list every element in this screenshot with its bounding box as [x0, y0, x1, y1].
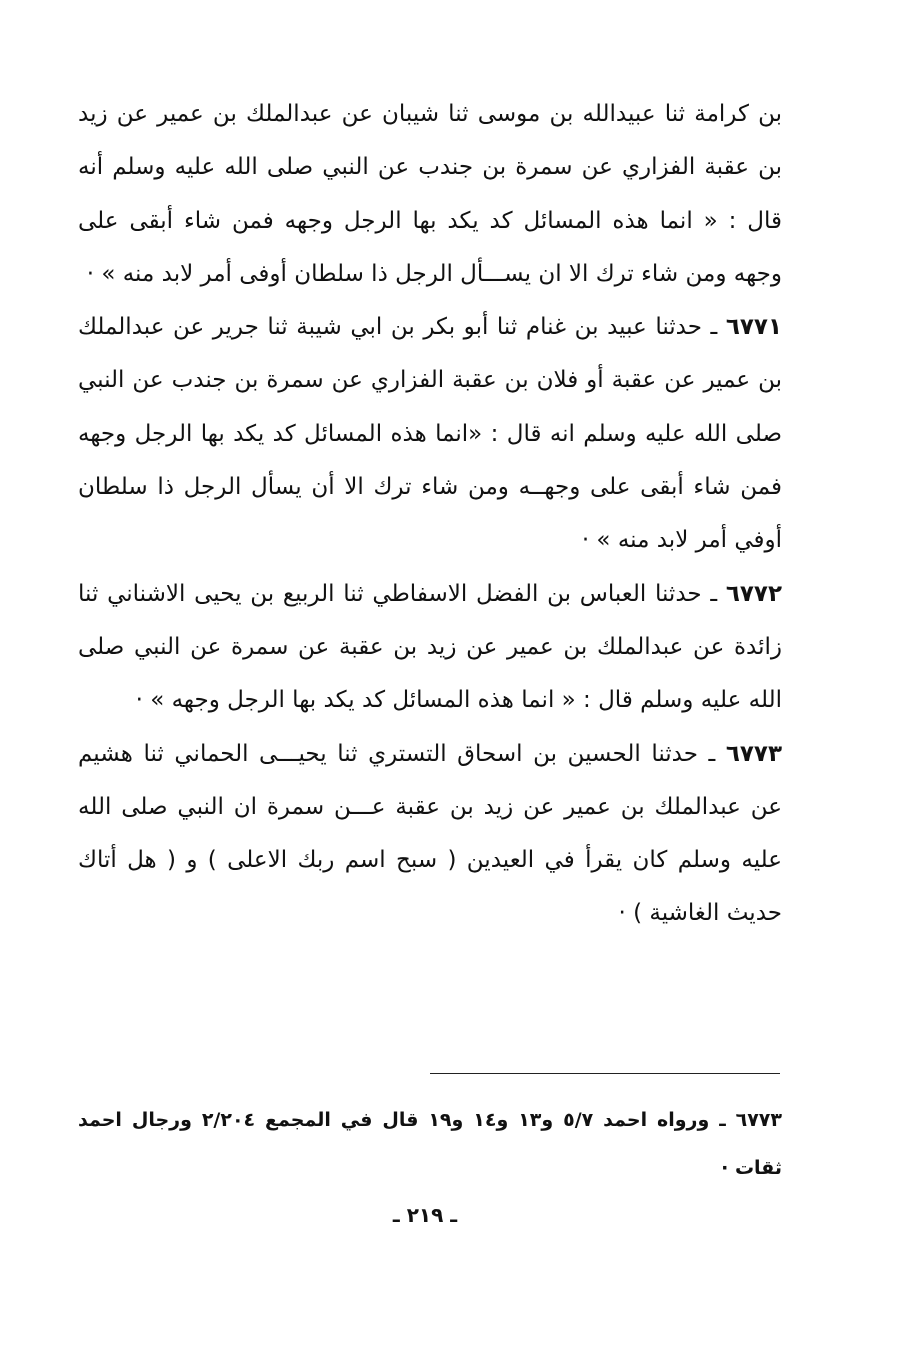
footnote: ٦٧٧٣ ـ ورواه احمد ٥/٧ و١٣ و١٤ و١٩ قال في المجمع ٢/٢٠٤ ورجال احمد ثقات · [78, 1109, 782, 1179]
continuation-paragraph: بن كرامة ثنا عبيدالله بن موسى ثنا شيبان عن عبدالملك بن عمير عن زيد بن عقبة الفزاري عن سمرة بن جندب عن النبي صلى الله عليه وسلم أنه قال : « انما هذه المسائل كد يكد بها الرجل وجهه فمن شاء أبقى على وجهه ومن شاء ترك الا ان يســـأل الرجل ذا سلطان أوفى أمر لابد منه » · [78, 101, 782, 287]
hadith-paragraph [78, 568, 782, 728]
hadith-number: ٦٧٧٢ [725, 580, 782, 607]
hadith-text: ـ حدثنا الحسين بن اسحاق التستري ثنا يحيـــى الحماني ثنا هشيم عن عبدالملك بن عمير عن زيد بن عقبة عـــن سمرة ان النبي صلى الله عليه وسلم كان يقرأ في العيدين ( سبح اسم ربك الاعلى ) و ( هل أتاك حديث الغاشية ) · [78, 740, 782, 927]
hadith-paragraph [78, 728, 782, 941]
page-number: ـ ٢١٩ ـ [392, 1203, 458, 1227]
hadith-number: ٦٧٧٣ [725, 740, 783, 767]
main-text [78, 88, 782, 941]
hadith-paragraph [78, 301, 782, 567]
hadith-text: ـ حدثنا العباس بن الفضل الاسفاطي ثنا الربيع بن يحيى الاشناني ثنا زائدة عن عبدالملك بن عمير عن زيد بن عقبة عن سمرة عن النبي صلى الله عليه وسلم قال : « انما هذه المسائل كد يكد بها الرجل وجهه » · [78, 580, 782, 714]
footnote-divider [430, 1073, 780, 1074]
hadith-number: ٦٧٧١ [725, 314, 783, 341]
hadith-text: ـ حدثنا عبيد بن غنام ثنا أبو بكر بن ابي شيبة ثنا جرير عن عبدالملك بن عمير عن عقبة أو فلان بن عقبة الفزاري عن سمرة بن جندب عن النبي صلى الله عليه وسلم انه قال : «انما هذه المسائل كد يكد بها الرجل وجهه فمن شاء أبقى على وجهــه ومن شاء ترك الا أن يسأل الرجل ذا سلطان أوفي أمر لابد منه » · [78, 314, 782, 554]
